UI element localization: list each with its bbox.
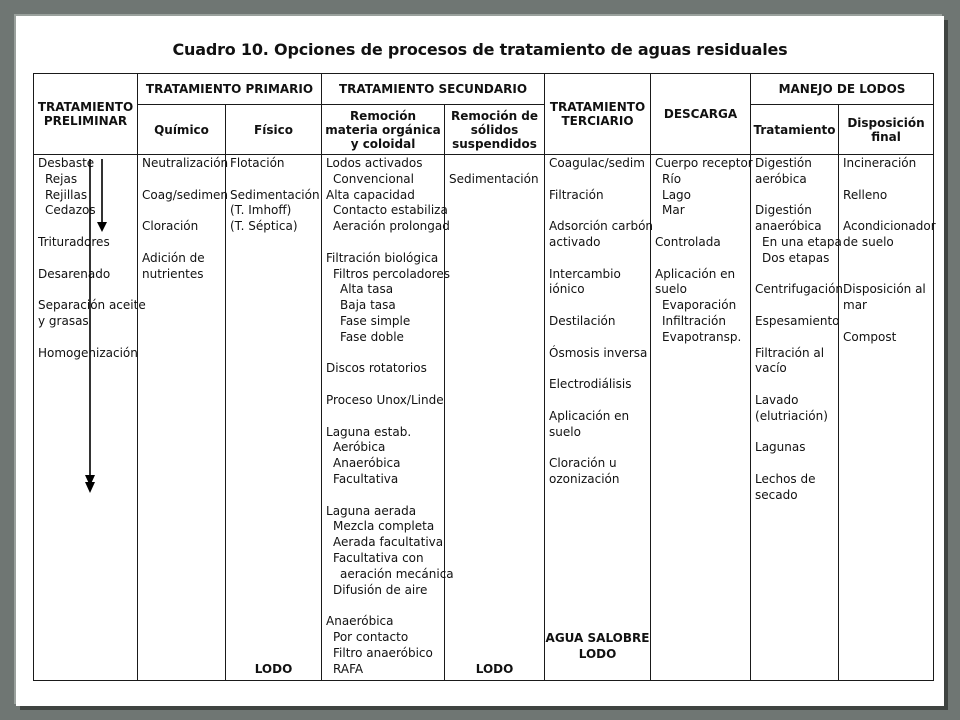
process-item: Coagulac/sedim [549, 156, 645, 170]
process-item: Baja tasa [340, 298, 396, 313]
process-item: suelo [655, 282, 687, 297]
col-lodos-disposicion [839, 155, 934, 681]
process-item: Acondicionador [843, 219, 936, 234]
header-primario: TRATAMIENTO PRIMARIO [138, 74, 322, 105]
process-item: Digestión [755, 203, 812, 218]
process-item: Lavado [755, 392, 799, 407]
process-item: Lechos de [755, 471, 816, 486]
spacer [38, 282, 134, 298]
process-item: Dos etapas [762, 250, 830, 265]
spacer [755, 298, 835, 314]
process-table [33, 73, 934, 681]
process-item: Lago [662, 187, 692, 202]
spacer [142, 172, 222, 188]
header-tratamiento: Tratamiento [751, 105, 839, 155]
process-item: suelo [549, 424, 581, 439]
spacer [755, 188, 835, 204]
process-item: anaeróbica [755, 219, 822, 234]
process-item: Lodos activados [326, 156, 423, 170]
process-item: Rejillas [45, 187, 88, 202]
spacer [326, 235, 441, 251]
process-item: Coag/sedimen [142, 187, 228, 202]
col-organica [322, 155, 454, 681]
process-item: Fase doble [340, 329, 404, 344]
col-preliminar [34, 155, 146, 681]
process-item: Cloración u [549, 456, 617, 471]
process-item: Homogenización [38, 345, 138, 360]
col-lodos-tratamiento [751, 155, 844, 681]
header-remocion-materia: Remoción materia orgánica y coloidal [322, 105, 445, 155]
spacer [549, 330, 647, 346]
spacer [38, 219, 134, 235]
process-item: Compost [843, 329, 897, 344]
col-fisico [226, 155, 322, 681]
spacer [326, 598, 441, 614]
process-item: Sedimentación [449, 171, 539, 186]
process-item: Disposición al [843, 282, 926, 297]
process-item: Digestión [755, 156, 812, 170]
spacer [655, 219, 747, 235]
process-item: Separación aceite [38, 298, 146, 313]
process-item: ozonización [549, 471, 620, 486]
process-item: Facultativa con [333, 550, 424, 565]
process-item: Cloración [142, 219, 199, 234]
process-item: vacío [755, 361, 787, 376]
process-item: aeróbica [755, 171, 807, 186]
spacer [843, 203, 930, 219]
process-item: Centrifugación [755, 282, 844, 297]
process-item: Desarenado [38, 266, 111, 281]
process-item: Aeración prolongad [333, 219, 450, 234]
process-item: Alta tasa [340, 282, 394, 297]
process-item: Relleno [843, 187, 888, 202]
spacer [549, 393, 647, 409]
process-item: Convencional [333, 171, 414, 186]
process-item: Controlada [655, 234, 721, 249]
process-item: Adsorción carbón [549, 219, 654, 234]
process-item: y grasas [38, 313, 89, 328]
process-item: Contacto estabiliza [333, 203, 448, 218]
spacer [230, 172, 318, 188]
agua-salobre-label: AGUA SALOBRE [545, 631, 650, 646]
process-item: Mezcla completa [333, 519, 435, 534]
process-item: Trituradores [38, 234, 110, 249]
spacer [326, 409, 441, 425]
process-item: activado [549, 234, 601, 249]
spacer [549, 361, 647, 377]
process-item: Laguna estab. [326, 424, 412, 439]
header-disposicion: Disposición final [839, 105, 934, 155]
col-solidos [445, 155, 545, 681]
process-item: Aplicación en [549, 408, 630, 423]
process-item: Laguna aerada [326, 503, 417, 518]
process-item: de suelo [843, 234, 894, 249]
process-item: (T. Imhoff) [230, 203, 292, 218]
spacer [655, 251, 747, 267]
header-quimico: Químico [138, 105, 226, 155]
process-item: RAFA [333, 661, 364, 676]
col-quimico [138, 155, 229, 681]
process-item: Aeróbica [333, 440, 386, 455]
spacer [449, 156, 541, 172]
process-item: Fase simple [340, 313, 411, 328]
process-item: nutrientes [142, 266, 204, 281]
process-item: Desbaste [38, 156, 95, 170]
spacer [755, 456, 835, 472]
process-item: secado [755, 487, 798, 502]
process-item: Alta capacidad [326, 187, 415, 202]
spacer [549, 203, 647, 219]
process-item: Intercambio [549, 266, 621, 281]
process-item: Adición de [142, 250, 205, 265]
spacer [755, 377, 835, 393]
spacer [843, 314, 930, 330]
process-item: Filtración al [755, 345, 825, 360]
spacer [326, 377, 441, 393]
process-item: Cedazos [45, 203, 96, 218]
process-item: Anaeróbica [333, 456, 401, 471]
spacer [843, 267, 930, 283]
process-item: Río [662, 171, 682, 186]
process-item: aeración mecánica [340, 566, 454, 581]
header-terciario: TRATAMIENTO TERCIARIO [545, 74, 651, 155]
process-item: Filtración biológica [326, 250, 439, 265]
process-item: Destilación [549, 313, 616, 328]
process-item: Espesamiento [755, 313, 840, 328]
process-item: (elutriación) [755, 408, 828, 423]
spacer [549, 440, 647, 456]
header-lodos: MANEJO DE LODOS [751, 74, 934, 105]
process-item: Neutralización [142, 156, 229, 170]
process-item: Proceso Unox/Linde [326, 392, 444, 407]
spacer [142, 203, 222, 219]
spacer [38, 251, 134, 267]
spacer [549, 172, 647, 188]
spacer [38, 330, 134, 346]
process-item: Facultativa [333, 471, 399, 486]
process-item: Filtro anaeróbico [333, 645, 433, 660]
process-item: Flotación [230, 156, 285, 170]
header-preliminar: TRATAMIENTO PRELIMINAR [34, 74, 138, 155]
process-item: Por contacto [333, 629, 409, 644]
process-item: mar [843, 298, 867, 313]
spacer [549, 251, 647, 267]
process-item: En una etapa [762, 234, 842, 249]
header-remocion-solidos: Remoción de sólidos suspendidos [445, 105, 545, 155]
process-item: Anaeróbica [326, 614, 394, 629]
col-terciario [545, 155, 654, 681]
spacer [843, 172, 930, 188]
process-item: Incineración [843, 156, 917, 170]
terciario-lodo-label: LODO [578, 647, 617, 662]
process-item: Lagunas [755, 440, 806, 455]
fisico-lodo-label: LODO [254, 662, 293, 677]
spacer [142, 235, 222, 251]
spacer [326, 346, 441, 362]
spacer [755, 267, 835, 283]
process-item: (T. Séptica) [230, 219, 298, 234]
spacer [755, 330, 835, 346]
process-item: Infiltración [662, 313, 726, 328]
process-item: Filtración [549, 187, 604, 202]
spacer [326, 488, 441, 504]
solidos-lodo-label: LODO [475, 662, 514, 677]
table-title: Cuadro 10. Opciones de procesos de tratamiento de aguas residuales [172, 40, 788, 59]
process-item: Aerada facultativa [333, 535, 444, 550]
process-item: Cuerpo receptor [655, 156, 753, 170]
process-item: Difusión de aire [333, 582, 428, 597]
process-item: Evaporación [662, 298, 737, 313]
header-descarga: DESCARGA [651, 74, 751, 155]
process-item: Mar [662, 203, 685, 218]
header-secundario: TRATAMIENTO SECUNDARIO [322, 74, 545, 105]
spacer [843, 251, 930, 267]
process-item: Discos rotatorios [326, 361, 427, 376]
header-fisico: Físico [226, 105, 322, 155]
process-item: Evapotransp. [662, 329, 742, 344]
process-item: Rejas [45, 171, 78, 186]
process-item: Ósmosis inversa [549, 345, 648, 360]
spacer [755, 425, 835, 441]
process-item: Filtros percoladores [333, 266, 451, 281]
process-item: iónico [549, 282, 585, 297]
process-item: Sedimentación [230, 187, 320, 202]
process-item: Aplicación en [655, 266, 736, 281]
col-descarga [651, 155, 751, 681]
process-item: Electrodiálisis [549, 377, 632, 392]
spacer [549, 298, 647, 314]
